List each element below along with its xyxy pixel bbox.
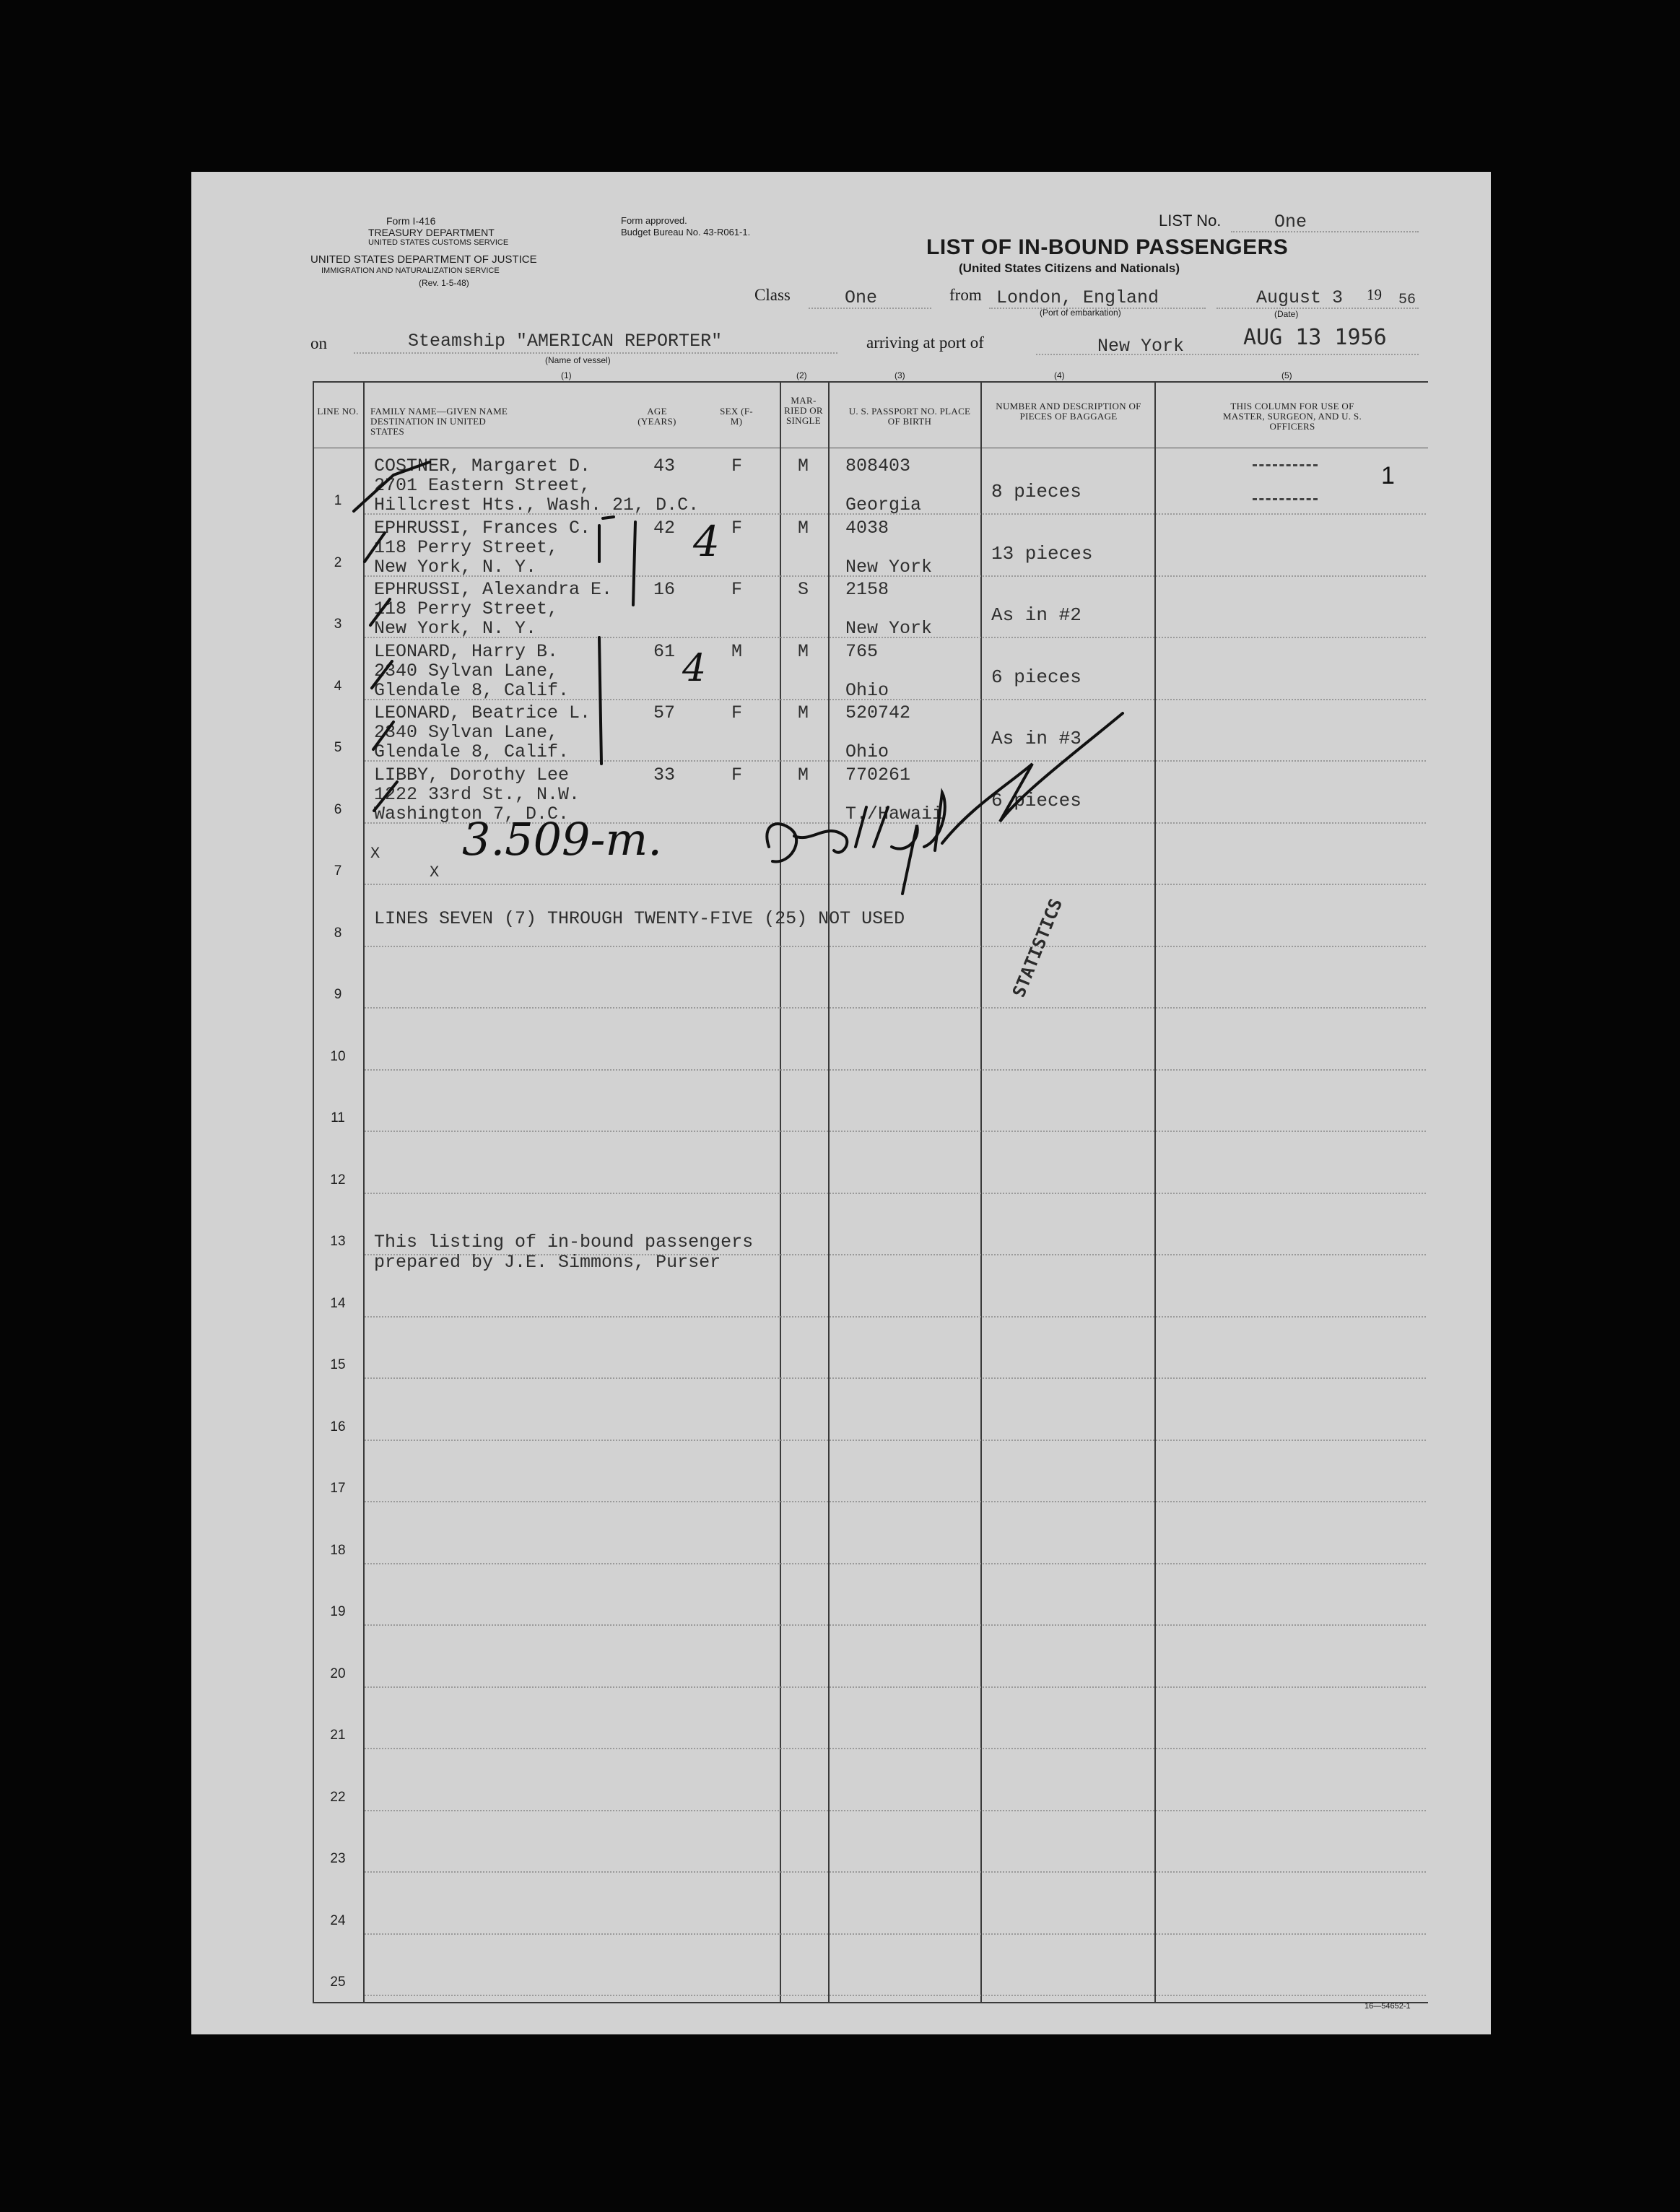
arrival-date-stamp: AUG 13 1956 — [1243, 325, 1387, 350]
col-num-5: (5) — [1281, 370, 1292, 380]
row-rule — [365, 946, 1426, 947]
divider-married — [828, 381, 830, 2002]
line-number: 18 — [330, 1542, 346, 1558]
passenger-age: 43 — [653, 456, 676, 476]
x-mark: X — [370, 845, 380, 863]
passenger-marital-status: M — [798, 456, 809, 476]
form-subtitle: (United States Citizens and Nationals) — [959, 261, 1180, 275]
passenger-name: LIBBY, Dorothy Lee — [374, 764, 570, 785]
passenger-address: 2340 Sylvan Lane, — [374, 722, 559, 743]
passenger-name: EPHRUSSI, Alexandra E. — [374, 579, 613, 600]
passenger-address: 118 Perry Street, — [374, 536, 559, 558]
divider-line-no — [363, 381, 365, 2002]
row-rule — [365, 1007, 1426, 1009]
row-rule — [365, 1440, 1426, 1441]
divider-name — [780, 381, 781, 2002]
line-number: 2 — [334, 554, 342, 570]
form-number: Form I-416 — [386, 215, 436, 227]
prepared-by-2: prepared by J.E. Simmons, Purser — [374, 1252, 721, 1273]
passenger-name: LEONARD, Beatrice L. — [374, 702, 591, 723]
header-sex: SEX (F-M) — [720, 406, 753, 427]
row-rule — [365, 1069, 1426, 1071]
passenger-address: 2340 Sylvan Lane, — [374, 660, 559, 682]
line-number: 1 — [334, 493, 342, 508]
line-number: 19 — [330, 1604, 346, 1619]
treasury-dept: TREASURY DEPARTMENT — [368, 227, 495, 238]
passenger-address: 118 Perry Street, — [374, 598, 559, 619]
passenger-address: Washington 7, D.C. — [374, 803, 570, 824]
prepared-by-1: This listing of in-bound passengers — [374, 1232, 754, 1253]
bracket-mark — [603, 517, 614, 518]
line-number: 10 — [330, 1048, 346, 1064]
col-num-2: (2) — [796, 370, 807, 380]
port-caption: (Port of embarkation) — [1040, 308, 1121, 318]
passenger-marital-status: M — [798, 517, 809, 539]
manifest-sheet — [191, 172, 1491, 2034]
line-number: 6 — [334, 801, 342, 817]
header-married: MAR- RIED OR SINGLE — [784, 395, 823, 426]
year-prefix: 19 — [1367, 286, 1382, 303]
passport-number: 2158 — [845, 579, 889, 600]
passenger-age: 57 — [653, 702, 676, 723]
line-number: 24 — [330, 1912, 346, 1928]
baggage-description: As in #2 — [991, 604, 1081, 626]
passenger-sex: F — [731, 702, 743, 723]
passenger-age: 33 — [653, 764, 676, 785]
row-rule — [365, 1871, 1426, 1873]
row-rule — [365, 1501, 1426, 1502]
line-number: 8 — [334, 925, 342, 941]
line-number: 15 — [330, 1357, 346, 1372]
list-number-value: One — [1274, 212, 1307, 232]
line-number: 17 — [330, 1481, 346, 1496]
line-number: 14 — [330, 1295, 346, 1311]
passport-number: 770261 — [845, 764, 911, 785]
place-of-birth: Georgia — [845, 495, 922, 515]
passenger-address: 2701 Eastern Street, — [374, 475, 591, 496]
handwritten-note: 3.509-m. — [462, 813, 662, 866]
bracket-mark — [633, 522, 635, 605]
passenger-age: 42 — [653, 517, 676, 539]
passenger-marital-status: S — [798, 579, 809, 600]
line-number: 7 — [334, 863, 342, 879]
on-label: on — [310, 334, 327, 352]
departure-date: August 3 — [1256, 287, 1344, 308]
lines-not-used-note: LINES SEVEN (7) THROUGH TWENTY-FIVE (25) NOT USED — [374, 908, 905, 929]
passenger-address: Glendale 8, Calif. — [374, 741, 570, 762]
arrival-port: New York — [1097, 336, 1185, 357]
line-number: 11 — [331, 1110, 345, 1125]
passport-number: 808403 — [845, 456, 911, 476]
officer-scribble — [1253, 498, 1318, 500]
header-officers: THIS COLUMN FOR USE OF MASTER, SURGEON, AND U. S. OFFICERS — [1223, 401, 1362, 432]
line-number: 23 — [330, 1851, 346, 1866]
pen-marks — [191, 172, 1491, 2034]
passenger-sex: F — [731, 764, 743, 785]
passenger-sex: F — [731, 456, 743, 476]
row-rule — [365, 1933, 1426, 1935]
line-number: 22 — [330, 1789, 346, 1805]
row-rule — [365, 1624, 1426, 1626]
passenger-marital-status: M — [798, 764, 809, 785]
passenger-age: 61 — [653, 640, 676, 662]
header-age: AGE (YEARS) — [637, 406, 676, 427]
place-of-birth: Ohio — [845, 679, 889, 701]
line-number: 25 — [330, 1974, 346, 1990]
col-num-4: (4) — [1054, 370, 1065, 380]
line-number: 3 — [334, 617, 342, 632]
row-rule — [365, 1686, 1426, 1688]
statistics-stamp: STATISTICS — [1009, 895, 1067, 1001]
customs-service: UNITED STATES CUSTOMS SERVICE — [368, 238, 509, 247]
from-label: from — [949, 286, 982, 304]
line-number: 4 — [334, 678, 342, 694]
budget-bureau: Budget Bureau No. 43-R061-1. — [621, 227, 751, 238]
handwritten-mark: 4 — [682, 647, 707, 690]
vessel-name: Steamship "AMERICAN REPORTER" — [408, 331, 723, 352]
ins-service: IMMIGRATION AND NATURALIZATION SERVICE — [321, 266, 500, 275]
line-number: 21 — [330, 1728, 346, 1743]
header-line-no: LINE NO. — [317, 406, 359, 417]
row-rule — [365, 1995, 1426, 1996]
passenger-address: 1222 33rd St., N.W. — [374, 783, 580, 805]
place-of-birth: New York — [845, 618, 933, 639]
form-approved: Form approved. — [621, 215, 687, 226]
baggage-description: 6 pieces — [991, 666, 1081, 688]
date-caption: (Date) — [1274, 309, 1299, 319]
passenger-name: COSTNER, Margaret D. — [374, 456, 591, 476]
row-rule — [365, 1193, 1426, 1194]
col-num-1: (1) — [561, 370, 572, 380]
table-left-border — [313, 381, 314, 2002]
passenger-marital-status: M — [798, 640, 809, 662]
row-rule — [365, 1316, 1426, 1318]
passenger-sex: M — [731, 640, 743, 662]
header-passport: U. S. PASSPORT NO. PLACE OF BIRTH — [848, 406, 971, 427]
passenger-address: New York, N. Y. — [374, 618, 537, 639]
place-of-birth: Ohio — [845, 741, 889, 762]
date-rule — [1217, 308, 1419, 309]
baggage-description: 13 pieces — [991, 542, 1093, 565]
port-of-embarkation: London, England — [996, 287, 1159, 308]
class-rule — [809, 308, 931, 309]
class-label: Class — [754, 286, 791, 304]
list-number-label: LIST No. — [1159, 212, 1222, 230]
row-rule — [365, 1810, 1426, 1811]
divider-baggage — [1154, 381, 1156, 2002]
line-number: 12 — [330, 1172, 346, 1188]
line-number: 16 — [330, 1419, 346, 1434]
passenger-sex: F — [731, 517, 743, 539]
divider-passport — [980, 381, 982, 2002]
passenger-address: Glendale 8, Calif. — [374, 679, 570, 701]
passenger-name: LEONARD, Harry B. — [374, 640, 559, 662]
table-bottom-border — [313, 2002, 1428, 2003]
justice-dept: UNITED STATES DEPARTMENT OF JUSTICE — [310, 253, 537, 266]
place-of-birth: T./Hawaii — [845, 803, 944, 824]
row-rule — [365, 1563, 1426, 1564]
header-baggage: NUMBER AND DESCRIPTION OF PIECES OF BAGGAGE — [996, 401, 1141, 422]
officer-scribble — [1253, 464, 1318, 466]
passport-number: 765 — [845, 640, 879, 662]
line-number: 5 — [334, 740, 342, 755]
footer-code: 16—54652-1 — [1365, 2002, 1411, 2011]
passport-number: 4038 — [845, 517, 889, 539]
list-number-rule — [1231, 231, 1419, 232]
row-rule — [365, 1131, 1426, 1132]
passenger-marital-status: M — [798, 702, 809, 723]
row-rule — [365, 1748, 1426, 1749]
passport-number: 520742 — [845, 702, 911, 723]
line-number: 20 — [330, 1665, 346, 1681]
header-name: FAMILY NAME—GIVEN NAME DESTINATION IN UNITED STATES — [370, 406, 508, 437]
baggage-description: 6 pieces — [991, 789, 1081, 811]
vessel-rule — [354, 352, 837, 354]
line-number: 9 — [334, 987, 342, 1002]
table-top-border — [313, 381, 1428, 383]
arriving-label: arriving at port of — [866, 334, 984, 352]
revision-date: (Rev. 1-5-48) — [419, 278, 469, 288]
officer-mark: 1 — [1381, 462, 1395, 489]
arrival-rule — [1036, 354, 1419, 355]
year-value: 56 — [1398, 292, 1416, 308]
vessel-caption: (Name of vessel) — [545, 355, 611, 365]
baggage-description: 8 pieces — [991, 481, 1081, 502]
passenger-name: EPHRUSSI, Frances C. — [374, 517, 591, 539]
row-rule — [365, 1377, 1426, 1379]
passenger-age: 16 — [653, 579, 676, 600]
class-value: One — [845, 287, 878, 308]
form-title: LIST OF IN-BOUND PASSENGERS — [926, 235, 1289, 259]
baggage-description: As in #3 — [991, 728, 1081, 749]
place-of-birth: New York — [845, 556, 933, 578]
handwritten-mark: 4 — [693, 517, 720, 566]
passenger-sex: F — [731, 579, 743, 600]
row-rule — [365, 884, 1426, 885]
col-num-3: (3) — [895, 370, 905, 380]
x-mark: X — [430, 863, 440, 881]
bracket-mark — [599, 637, 601, 764]
passenger-address: Hillcrest Hts., Wash. 21, D.C. — [374, 495, 700, 515]
passenger-address: New York, N. Y. — [374, 556, 537, 578]
line-number: 13 — [330, 1234, 346, 1249]
